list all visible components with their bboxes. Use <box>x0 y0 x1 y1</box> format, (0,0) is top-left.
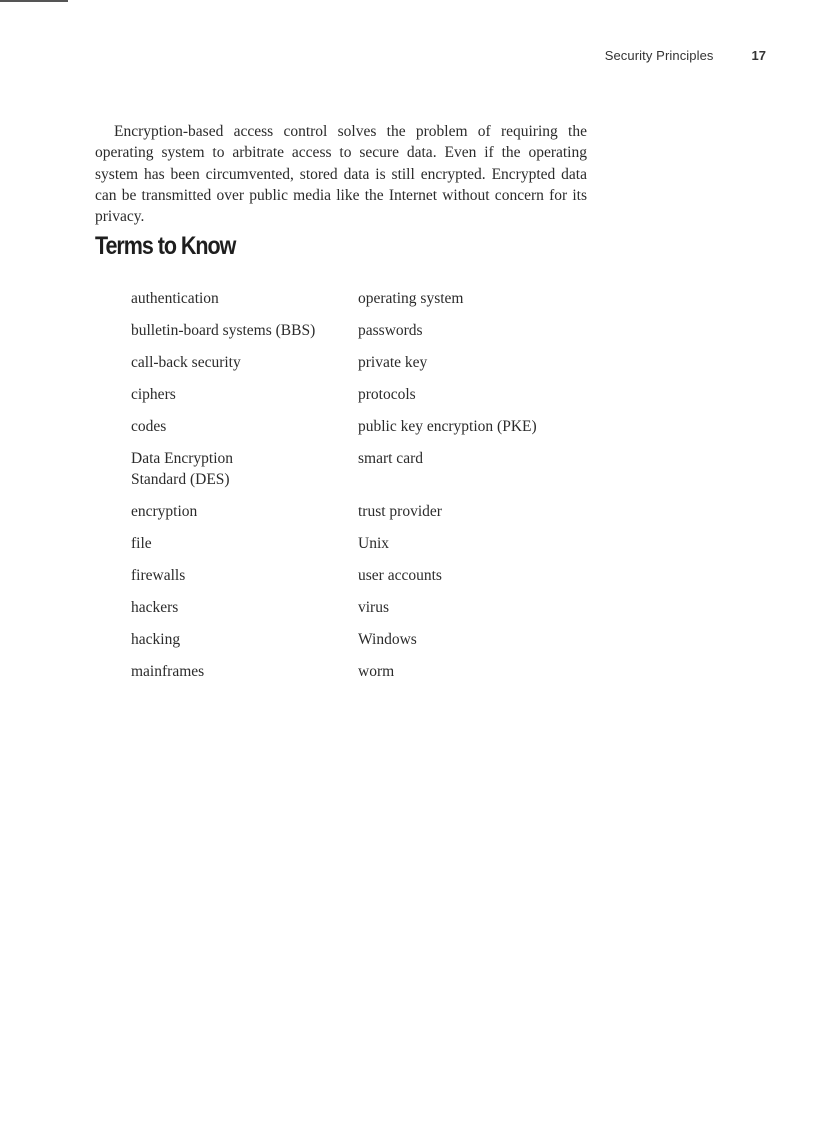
term-right: protocols <box>358 386 416 403</box>
header-section-title: Security Principles <box>604 48 714 63</box>
term-row <box>131 629 591 650</box>
term-row <box>131 533 591 554</box>
terms-heading: Terms to Know <box>95 232 236 260</box>
terms-list <box>131 288 591 693</box>
term-right: Unix <box>358 535 389 552</box>
term-right: user accounts <box>358 567 442 584</box>
term-right: operating system <box>358 290 464 307</box>
term-row <box>131 501 591 522</box>
term-left: ciphers <box>131 386 176 403</box>
term-right: passwords <box>358 322 423 339</box>
term-left: mainframes <box>131 663 205 680</box>
term-right: smart card <box>358 450 423 467</box>
term-left <box>131 448 358 490</box>
term-left-text: Data Encryption Standard (DES) <box>131 450 234 488</box>
term-left: encryption <box>131 503 198 520</box>
term-row <box>131 661 591 682</box>
term-row <box>131 597 591 618</box>
term-row <box>131 288 591 309</box>
running-header <box>605 48 766 63</box>
term-row <box>131 320 591 341</box>
term-left: call-back security <box>131 354 241 371</box>
term-left: hacking <box>131 631 181 648</box>
page-number: 17 <box>751 48 766 63</box>
term-left: codes <box>131 418 167 435</box>
term-left: file <box>131 535 152 552</box>
body-paragraph: Encryption-based access control solves the problem of requiring the operating system to arbitrate access to secure data. Even if the operating system has been circumvented, stored data is still encrypted. Encrypted data can be transmitted over public media like the Internet without concern for its privacy. <box>95 123 587 226</box>
term-right: Windows <box>358 631 417 648</box>
term-row <box>131 352 591 373</box>
term-row <box>131 384 591 405</box>
term-row <box>131 448 591 490</box>
term-left: bulletin-board systems (BBS) <box>131 322 316 339</box>
term-right: trust provider <box>358 503 442 520</box>
term-row <box>131 565 591 586</box>
term-right: private key <box>358 354 428 371</box>
term-left: authentication <box>131 290 219 307</box>
term-left: firewalls <box>131 567 186 584</box>
term-left: hackers <box>131 599 179 616</box>
term-right: public key encryption (PKE) <box>358 418 537 435</box>
term-right: virus <box>358 599 389 616</box>
crop-mark <box>0 0 68 2</box>
term-right: worm <box>358 663 395 680</box>
term-row <box>131 416 591 437</box>
